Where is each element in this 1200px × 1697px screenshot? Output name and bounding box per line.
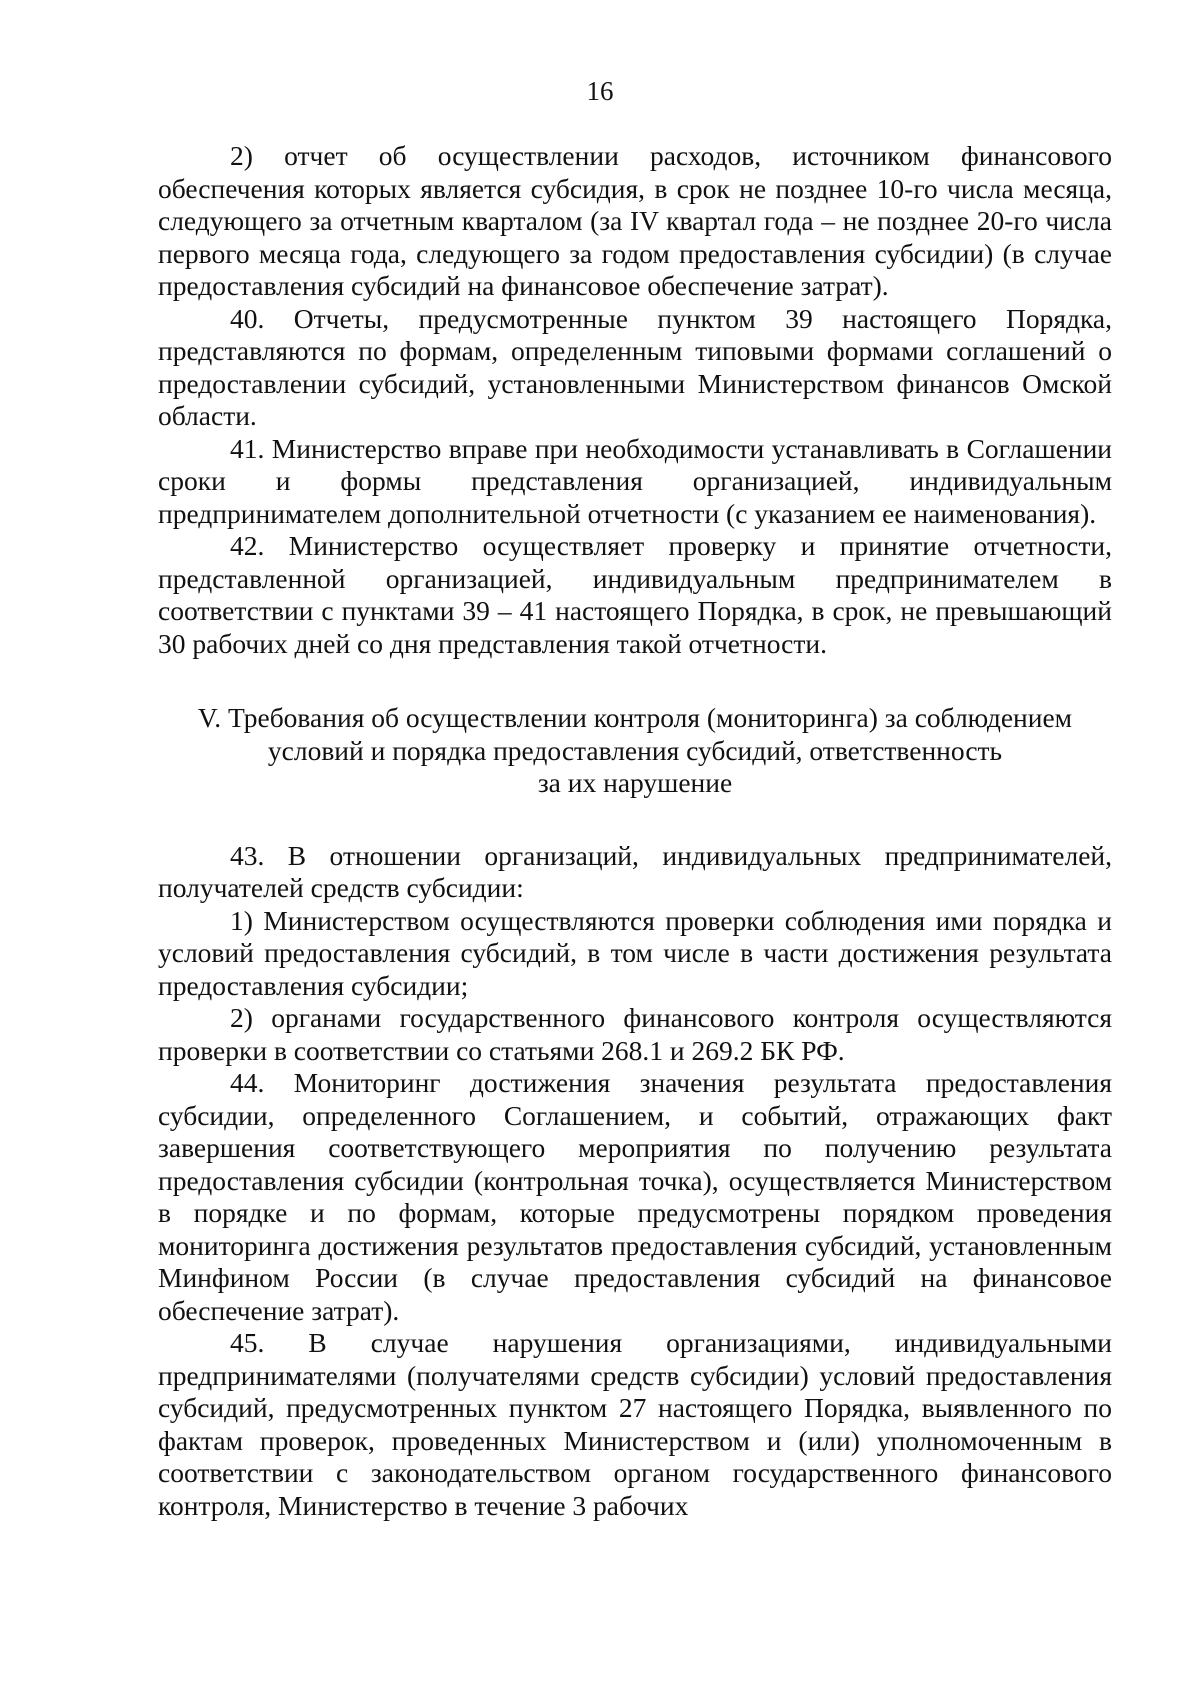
paragraph-44: 44. Мониторинг достижения значения результата предоставления субсидии, определенного Соглашением, и событий, отражающих факт завершения соответствующего мероприятия по получению результата предоставления субсидии (контрольная точка), осуществляется Министерством в порядке и по формам, которые предусмотрены порядком проведения мониторинга достижения результатов предоставления субсидий, установленным Минфином России (в случае предоставления субсидий на финансовое обеспечение затрат). <box>158 1067 1112 1326</box>
paragraph-42: 42. Министерство осуществляет проверку и принятие отчетности, представленной организацией, индивидуальным предпринимателем в соответствии с пунктами 39 – 41 настоящего Порядка, в срок, не превышающий 30 рабочих дней со дня представления такой отчетности. <box>158 530 1112 659</box>
paragraph-40: 40. Отчеты, предусмотренные пунктом 39 настоящего Порядка, представляются по формам, определенным типовыми формами соглашений о предоставлении субсидий, установленными Министерством финансов Омской области. <box>158 302 1112 431</box>
section-title-line-1: V. Требования об осуществлении контроля (мониторинга) за соблюдением <box>197 702 1073 733</box>
paragraph-43-item-2: 2) органами государственного финансового контроля осуществляются проверки в соответствии со статьями 268.1 и 269.2 БК РФ. <box>158 1002 1112 1066</box>
document-body <box>158 140 1112 1522</box>
paragraph-report-item-2: 2) отчет об осуществлении расходов, источником финансового обеспечения которых является субсидия, в срок не позднее 10-го числа месяца, следующего за отчетным кварталом (за IV квартал года – не позднее 20-го числа первого месяца года, следующего за годом предоставления субсидии) (в случае предоставления субсидий на финансовое обеспечение затрат). <box>158 140 1112 301</box>
section-title <box>158 702 1112 800</box>
paragraph-43-item-1: 1) Министерством осуществляются проверки соблюдения ими порядка и условий предоставления субсидий, в том числе в части достижения результата предоставления субсидии; <box>158 904 1112 1001</box>
paragraph-41: 41. Министерство вправе при необходимости устанавливать в Соглашении сроки и формы представления организацией, индивидуальным предпринимателем дополнительной отчетности (с указанием ее наименования). <box>158 432 1112 529</box>
paragraph-43: 43. В отношении организаций, индивидуальных предпринимателей, получателей средств субсидии: <box>158 839 1112 903</box>
section-title-line-2: условий и порядка предоставления субсидий, ответственность <box>267 734 1003 766</box>
page-number: 16 <box>586 76 614 106</box>
paragraph-45: 45. В случае нарушения организациями, индивидуальными предпринимателями (получателями средств субсидии) условий предоставления субсидий, предусмотренных пунктом 27 настоящего Порядка, выявленного по фактам проверок, проведенных Министерством и (или) уполномоченным в соответствии с законодательством органом государственного финансового контроля, Министерство в течение 3 рабочих <box>158 1327 1112 1521</box>
section-title-line-3: за их нарушение <box>537 767 733 798</box>
